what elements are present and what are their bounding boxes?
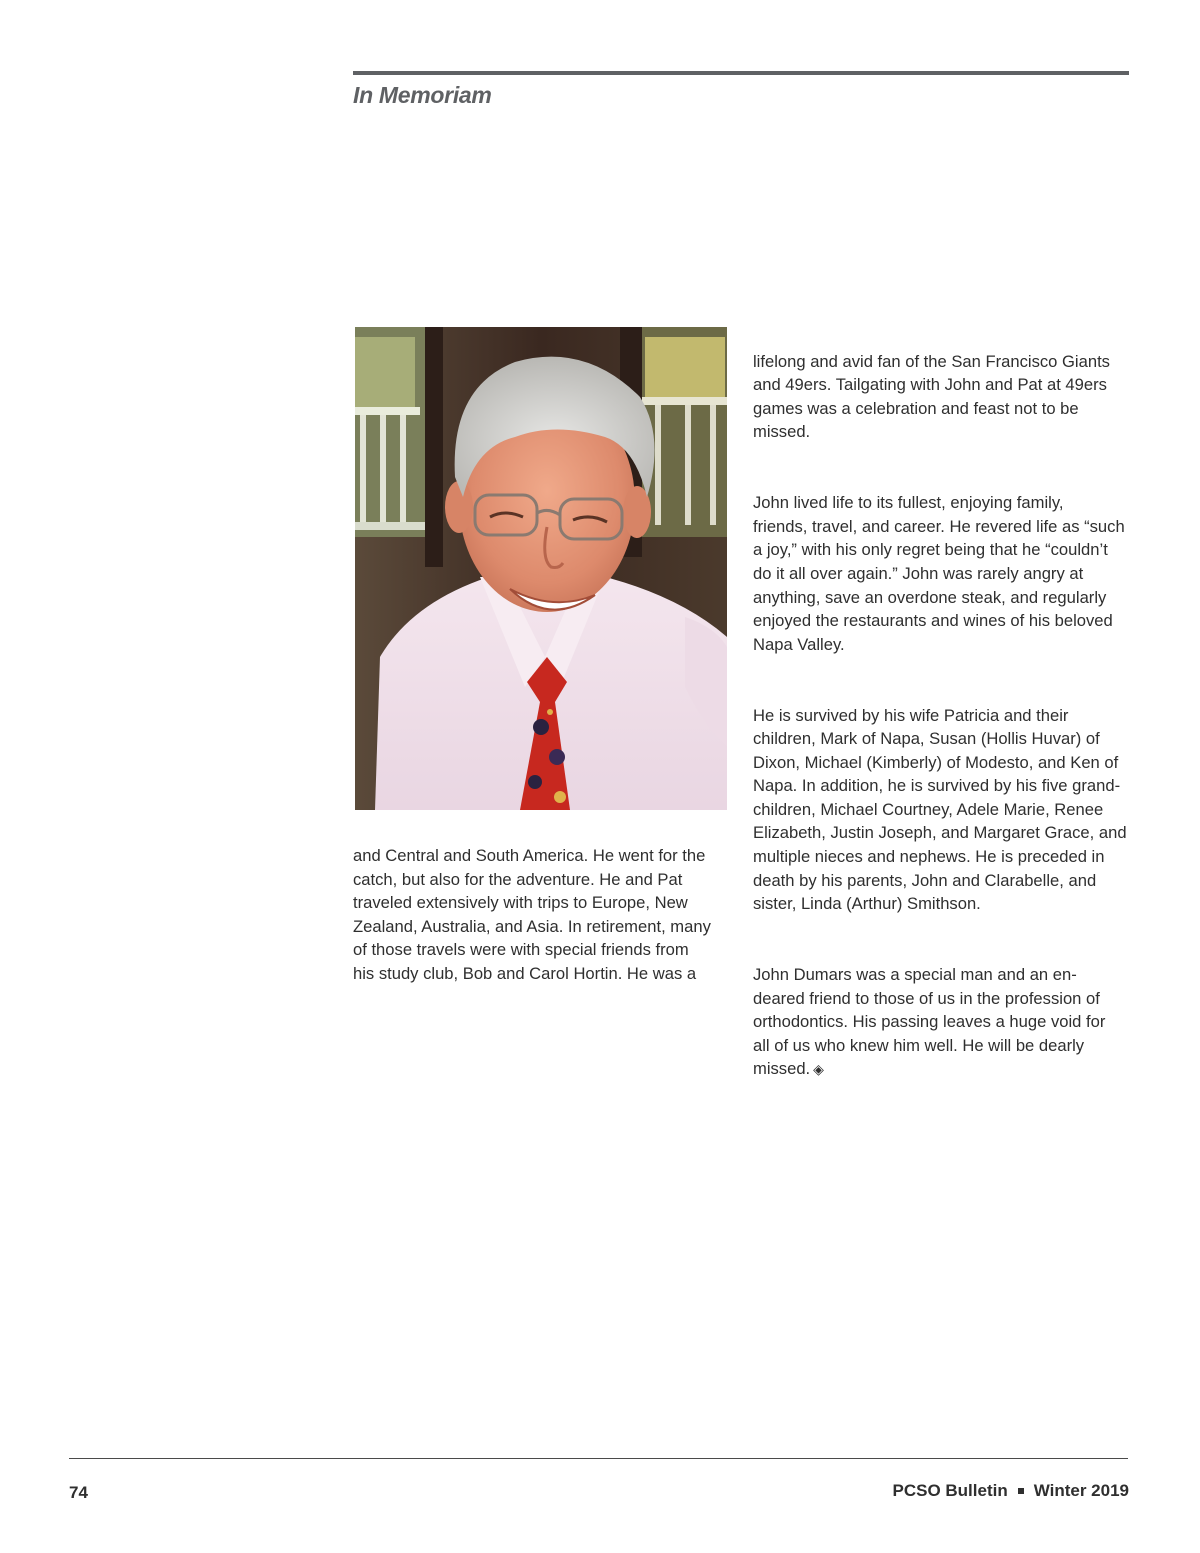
- section-title: In Memoriam: [353, 82, 492, 108]
- top-rule: [353, 71, 1129, 75]
- publication-name: PCSO Bulletin: [892, 1481, 1008, 1500]
- left-column-text: and Central and South America. He went for the catch, but also for the adventure. He and Pat traveled extensively with trips to Europe, New Zealand, Australia, and Asia. In retirement, many of those travels were with special friends from his study club, Bob and Carol Hortin. He was a: [353, 846, 711, 983]
- footer-rule: [69, 1458, 1128, 1459]
- paragraph-closing: [753, 963, 1135, 1082]
- footer-publication: [892, 1481, 1129, 1501]
- paragraph-sports-fan: lifelong and avid fan of the San Francisco Giants and 49ers. Tailgating with John and Pat at 49ers games was a celebration and feast not to be missed.: [753, 351, 1110, 442]
- end-of-article-icon: ◈: [813, 1061, 824, 1078]
- closing-text: John Dumars was a special man and an en- deared friend to those of us in the profession of orthodontics. His passing leaves a huge void for all of us who knew him well. He will be dearly missed.: [753, 965, 1106, 1079]
- right-column: [753, 326, 1135, 1129]
- page-number: 74: [69, 1483, 88, 1502]
- issue-name: Winter 2019: [1033, 1481, 1129, 1500]
- portrait-photo: [355, 327, 727, 810]
- paragraph-survivors: He is survived by his wife Patricia and their children, Mark of Napa, Susan (Hollis Huvar) of Dixon, Michael (Kimberly) of Modesto, and Ken of Napa. In addition, he is survived by his five grand- children, Michael Courtney, Adele Marie, Renee Elizabeth, Justin Joseph, and Margaret Grace, and multiple nieces and nephews. He is preceded in death by his parents, John and Clarabelle, and sister, Linda (Arthur) Smithson.: [753, 705, 1127, 914]
- square-separator-icon: [1018, 1488, 1024, 1494]
- paragraph-life: John lived life to its fullest, enjoying family, friends, travel, and career. He revered life as “such a joy,” with his only regret being that he “couldn’t do it all over again.” John was rarely angry at anything, save an overdone steak, and regularly enjoyed the restaurants and wines of his beloved Napa Valley.: [753, 493, 1125, 654]
